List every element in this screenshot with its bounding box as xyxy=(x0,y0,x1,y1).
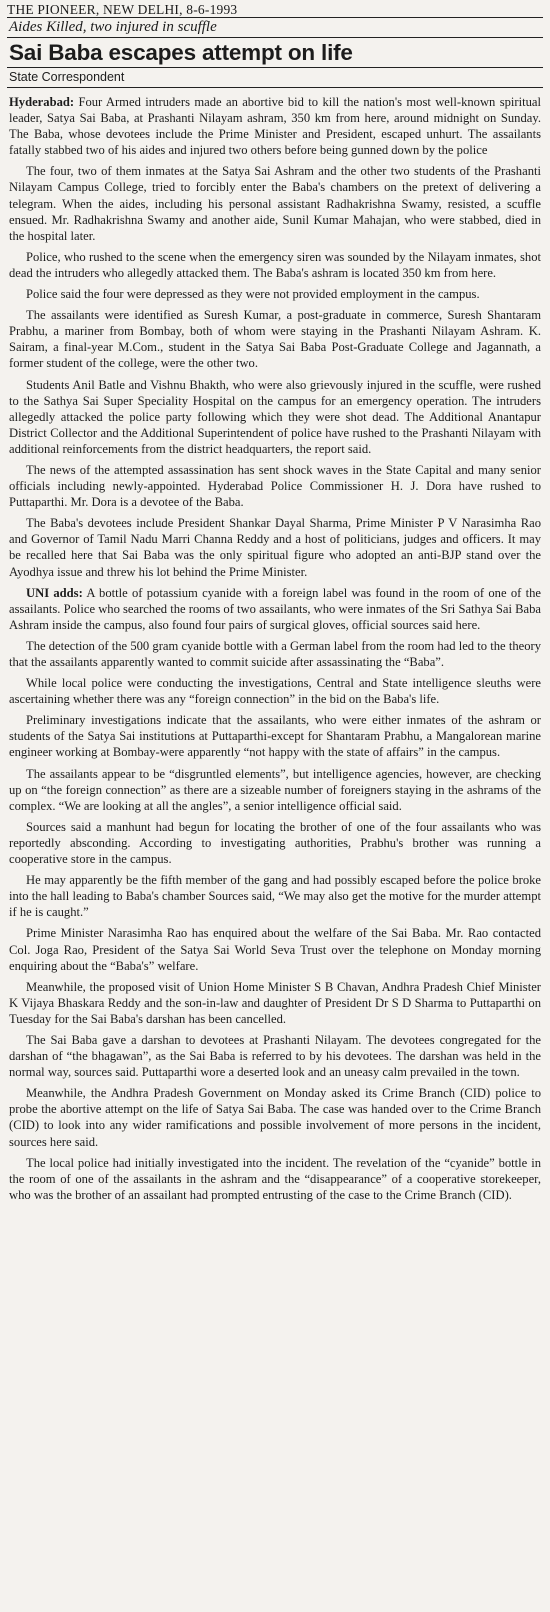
paragraph-text: The assailants appear to be “disgruntled elements”, but intelligence agencies, however, are checking up on “the foreign connection” as there are a sizeable number of foreigners staying in the ashrams of the complex. “We are looking at all the angles”, a senior intelligence official said. xyxy=(9,766,541,813)
paragraph-text: Four Armed intruders made an abortive bid to kill the nation's most well-known spiritual leader, Satya Sai Baba, at Prashanti Nilayam ashram, 350 km from here, around midnight on Sunday. The Baba, whose devotees include the Prime Minister and President, escaped unhurt. The assailants fatally stabbed two of his aides and injured two others before being gunned down by the police xyxy=(9,95,541,158)
paragraph-text: The Sai Baba gave a darshan to devotees at Prashanti Nilayam. The devotees congregated for the darshan of “the bhagawan”, as the Sai Baba is referred to by his devotees. The darshan was held in the normal way, sources said. Puttaparthi wore a deserted look and an uneasy calm prevailed in the town. xyxy=(9,1032,541,1080)
source-line: THE PIONEER, NEW DELHI, 8-6-1993 xyxy=(7,2,238,17)
article-paragraph xyxy=(9,1032,541,1080)
newspaper-clipping xyxy=(7,0,543,1203)
article-body xyxy=(7,88,543,1203)
paragraph-text: Sources said a manhunt had begun for locating the brother of one of the four assailants who was reportedly absconding. According to investigating authorities, Prabhu's brother was running a cooperative store in the campus. xyxy=(9,819,541,867)
article-paragraph xyxy=(9,94,541,158)
headline: Sai Baba escapes attempt on life xyxy=(9,40,353,65)
paragraph-text: Prime Minister Narasimha Rao has enquired about the welfare of the Sai Baba. Mr. Rao contacted Col. Joga Rao, President of the Satya Sai World Seva Trust over the telephone on Monday morning enquiring about the “Baba's” welfare. xyxy=(9,926,541,973)
paragraph-text: Police, who rushed to the scene when the emergency siren was sounded by the Nilayam inmates, shot dead the intruders who allegedly attacked them. The Baba's ashram is located 350 km from here. xyxy=(9,249,541,280)
byline: State Correspondent xyxy=(9,70,125,84)
article-paragraph xyxy=(9,163,541,243)
article-paragraph xyxy=(9,307,541,371)
paragraph-text: Police said the four were depressed as they were not provided employment in the campus. xyxy=(26,287,480,302)
paragraph-text: Meanwhile, the proposed visit of Union Home Minister S B Chavan, Andhra Pradesh Chief Minister K Vijaya Bhaskara Reddy and the son-in-law and daughter of President Dr S D Sharma to Puttaparthi on Tuesday for the Sai Baba's darshan has been cancelled. xyxy=(9,979,541,1026)
article-paragraph xyxy=(9,675,541,707)
paragraph-text: He may apparently be the fifth member of the gang and had possibly escaped before the police broke into the hall leading to Baba's chamber Sources said, “We may also get the motive for the murder attempt if he is caught.” xyxy=(9,873,541,920)
paragraph-dateline: UNI adds: xyxy=(26,585,83,600)
paragraph-text: A bottle of potassium cyanide with a foreign label was found in the room of one of the assailants. Police who searched the rooms of two assailants, who were inmates of the Sri Sathya Sai Baba Ashram inside the campus, also found four pairs of surgical gloves, official sources said here. xyxy=(9,585,542,632)
article-paragraph xyxy=(9,712,541,760)
paragraph-text: The four, two of them inmates at the Satya Sai Ashram and the other two students of the Prashanti Nilayam Campus College, tried to forcibly enter the Baba's chambers on the pretext of delivering a telegram. When the aides, including his personal assistant Radhakrishna Swamy, resisted, a scuffle ensued. Mr. Radhakrishna Swamy and another aide, Sunil Kumar Mahajan, who were stabbed, died in the hospital later. xyxy=(9,164,541,243)
paragraph-text: Preliminary investigations indicate that the assailants, who were either inmates of the ashram or students of the Satya Sai institutions at Puttaparthi-except for Shantaram Prabhu, a Mangalorean marine engineer working at Bombay-were apparently “not happy with the state of affairs” in the campus. xyxy=(9,713,541,760)
article-paragraph xyxy=(9,872,541,920)
article-paragraph xyxy=(9,585,541,633)
paragraph-text: The assailants were identified as Suresh Kumar, a post-graduate in commerce, Suresh Shantaram Prabhu, a mariner from Bombay, both of whom were staying in the Prashanti Nilayam Ashram. K. Sairam, a final-year M.Com., student in the Satya Sai Baba Post-Graduate College and Jagannath, a former student of the college, were the other two. xyxy=(9,308,541,371)
article-paragraph xyxy=(9,462,541,510)
article-paragraph xyxy=(9,286,541,302)
paragraph-text: Meanwhile, the Andhra Pradesh Government on Monday asked its Crime Branch (CID) police to probe the abortive attempt on the life of Satya Sai Baba. The case was handed over to the Crime Branch (CID) to look into any wider ramifications and possible involvement of more persons in the incident, sources here said. xyxy=(9,1086,541,1149)
article-paragraph xyxy=(9,1085,541,1149)
paragraph-dateline: Hyderabad: xyxy=(9,95,75,109)
paragraph-text: The Baba's devotees include President Shankar Dayal Sharma, Prime Minister P V Narasimha Rao and Governor of Tamil Nadu Marri Channa Reddy and a host of politicians, judges and officers. It may be recalled here that Sai Baba was the only spiritual figure who adopted an anti-BJP stand over the Ayodhya issue and threw his lot behind the Prime Minister. xyxy=(9,516,541,579)
paragraph-text: While local police were conducting the investigations, Central and State intelligence sleuths were ascertaining whether there was any “foreign connection” in the bid on the Baba's life. xyxy=(9,676,541,707)
article-paragraph xyxy=(9,249,541,281)
paragraph-text: The local police had initially investigated into the incident. The revelation of the “cyanide” bottle in the room of one of the assailants in the ashram and the “disappearance” of a cooperative storekeeper, who was the brother of an assailant had prompted entrusting of the case to the Crime Branch (CID). xyxy=(9,1155,541,1202)
article-paragraph xyxy=(9,638,541,670)
paragraph-text: The news of the attempted assassination has sent shock waves in the State Capital and many senior officials including newly-appointed. Hyderabad Police Commissioner H. J. Dora have rushed to Puttaparthi. Mr. Dora is a devotee of the Baba. xyxy=(9,462,541,510)
article-paragraph xyxy=(9,925,541,973)
paragraph-text: The detection of the 500 gram cyanide bottle with a German label from the room had led to the theory that the assailants apparently wanted to commit suicide after assassinating the “Baba”. xyxy=(9,638,541,669)
article-paragraph xyxy=(9,1155,541,1203)
article-paragraph xyxy=(9,819,541,867)
article-paragraph xyxy=(9,766,541,814)
paragraph-text: Students Anil Batle and Vishnu Bhakth, who were also grievously injured in the scuffle, were rushed to the Sathya Sai Super Speciality Hospital on the campus for an emergency operation. The intruders allegedly attacked the police party following which they were shot dead. The Additional Anantapur District Collector and the Additional Superintendent of police have rushed to the Prashanti Nilayam with additional reinforcements from the district headquarters, the report said. xyxy=(9,377,541,456)
article-paragraph xyxy=(9,377,541,457)
kicker: Aides Killed, two injured in scuffle xyxy=(9,19,217,35)
article-paragraph xyxy=(9,515,541,579)
article-paragraph xyxy=(9,979,541,1027)
